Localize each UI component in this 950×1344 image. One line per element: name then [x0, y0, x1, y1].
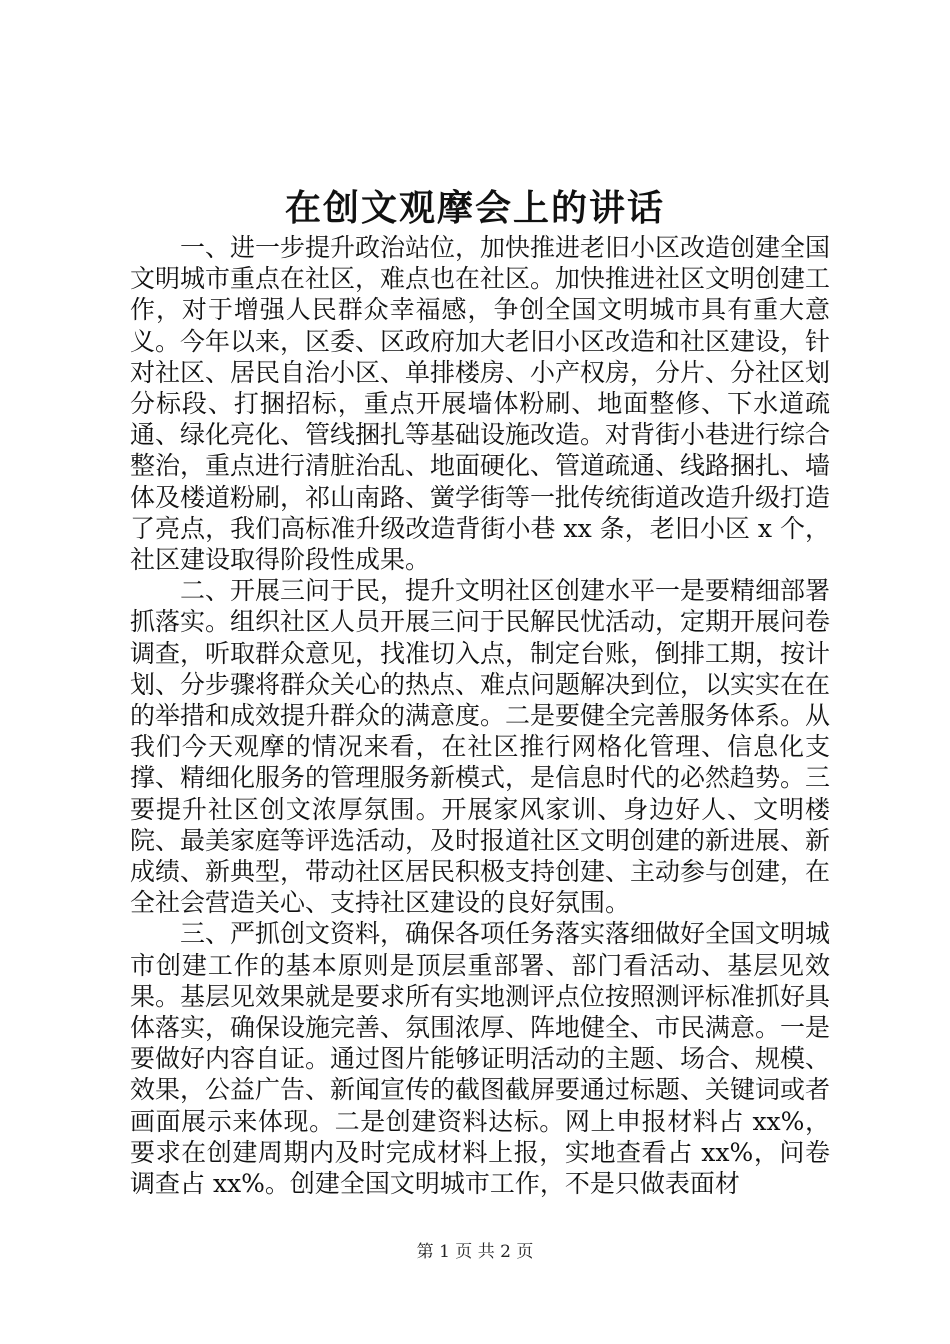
- page-title: 在创文观摩会上的讲话: [284, 187, 665, 229]
- document-body: [130, 232, 830, 1199]
- paragraph-3: 三、严抓创文资料，确保各项任务落实落细做好全国文明城市创建工作的基本原则是顶层重部署、部门看活动、基层见效果。基层见效果就是要求所有实地测评点位按照测评标准抓好具体落实，确保设施完善、氛围浓厚、阵地健全、市民满意。一是要做好内容自证。通过图片能够证明活动的主题、场合、规模、效果，公益广告、新闻宣传的截图截屏要通过标题、关键词或者画面展示来体现。二是创建资料达标。网上申报材料占 xx%，要求在创建周期内及时完成材料上报，实地查看占 xx%，问卷调查占 xx%。创建全国文明城市工作，不是只做表面材: [130, 919, 831, 1199]
- paragraph-2: 二、开展三问于民，提升文明社区创建水平一是要精细部署抓落实。组织社区人员开展三问于民解民忧活动，定期开展问卷调查，听取群众意见，找准切入点，制定台账，倒排工期，按计划、分步骤将群众关心的热点、难点问题解决到位，以实实在在的举措和成效提升群众的满意度。二是要健全完善服务体系。从我们今天观摩的情况来看，在社区推行网格化管理、信息化支撑、精细化服务的管理服务新模式，是信息时代的必然趋势。三要提升社区创文浓厚氛围。开展家风家训、身边好人、文明楼院、最美家庭等评选活动，及时报道社区文明创建的新进展、新成绩、新典型，带动社区居民积极支持创建、主动参与创建，在全社会营造关心、支持社区建设的良好氛围。: [130, 576, 831, 918]
- paragraph-1: 一、进一步提升政治站位，加快推进老旧小区改造创建全国文明城市重点在社区，难点也在社区。加快推进社区文明创建工作，对于增强人民群众幸福感，争创全国文明城市具有重大意义。今年以来，区委、区政府加大老旧小区改造和社区建设，针对社区、居民自治小区、单排楼房、小产权房，分片、分社区划分标段、打捆招标，重点开展墙体粉刷、地面整修、下水道疏通、绿化亮化、管线捆扎等基础设施改造。对背街小巷进行综合整治，重点进行清脏治乱、地面硬化、管道疏通、线路捆扎、墙体及楼道粉刷，祁山南路、黉学街等一批传统街道改造升级打造了亮点，我们高标准升级改造背街小巷 xx 条，老旧小区 x 个，社区建设取得阶段性成果。: [130, 233, 831, 575]
- page-footer: 第 1 页 共 2 页: [416, 1242, 534, 1262]
